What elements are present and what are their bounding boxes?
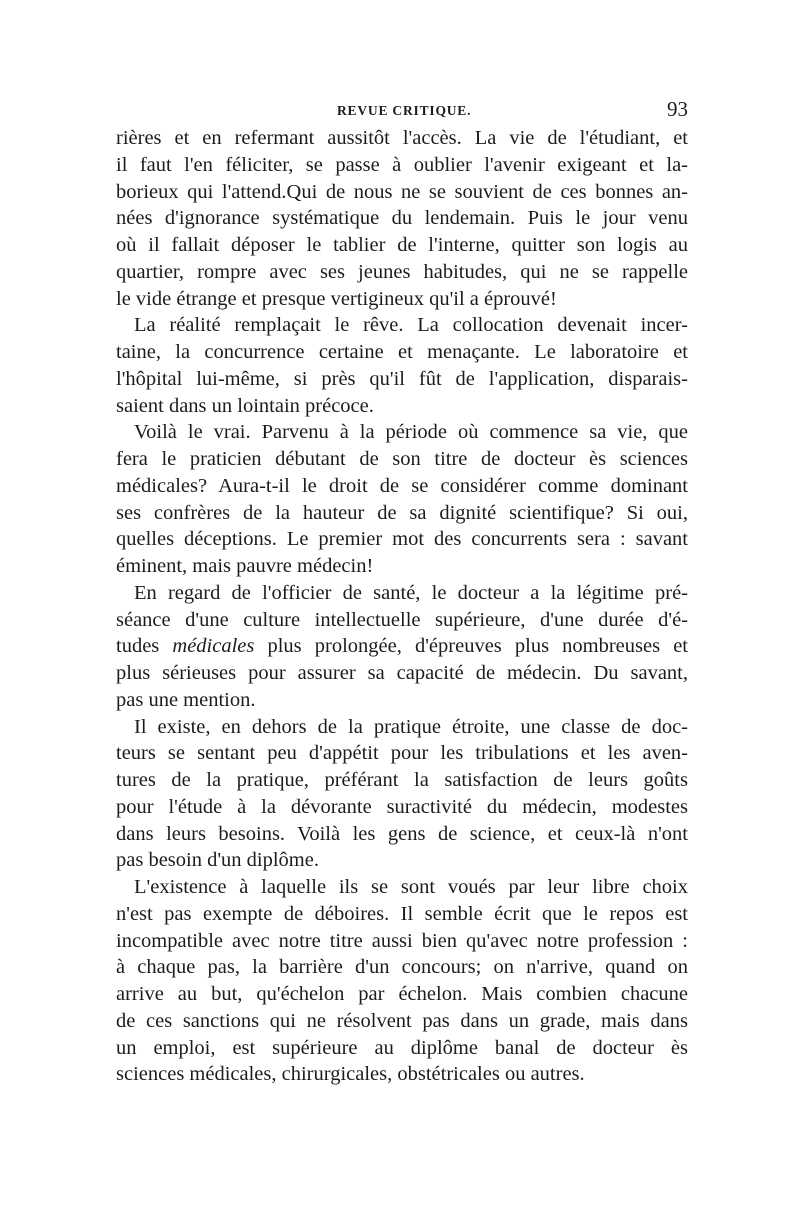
text-line: de ces sanctions qui ne résolvent pas dans un grade, mais dans: [116, 1009, 688, 1032]
text-line: n'est pas exempte de déboires. Il semble écrit que le repos est: [116, 902, 688, 925]
text-line: teurs se sentant peu d'appétit pour les tribulations et les aven-: [116, 742, 688, 765]
text-line: plus sérieuses pour assurer sa capacité de médecin. Du savant,: [116, 662, 688, 684]
text-line: En regard de l'officier de santé, le docteur a la légitime pré-: [134, 581, 688, 604]
text-line: où il fallait déposer le tablier de l'interne, quitter son logis au: [116, 234, 688, 256]
text-segment: plus prolongée, d'épreuves plus nombreuses et: [254, 635, 688, 658]
text-line: arrive au but, qu'échelon par échelon. Mais combien chacune: [116, 983, 688, 1005]
text-line: fera le praticien débutant de son titre de docteur ès sciences: [116, 448, 688, 470]
text-line: dans leurs besoins. Voilà les gens de science, et ceux-là n'ont: [116, 822, 688, 845]
text-line: pas une mention.: [116, 688, 256, 711]
text-line: La réalité remplaçait le rêve. La collocation devenait incer-: [134, 314, 688, 337]
text-line: rières et en refermant aussitôt l'accès. La vie de l'étudiant, et: [116, 127, 688, 149]
page-header: [116, 97, 688, 123]
text-line: séance d'une culture intellectuelle supérieure, d'une durée d'é-: [116, 608, 688, 631]
text-line: un emploi, est supérieure au diplôme banal de docteur ès: [116, 1036, 688, 1059]
text-line: il faut l'en féliciter, se passe à oublier l'avenir exigeant et la-: [116, 153, 688, 176]
text-line: quelles déceptions. Le premier mot des concurrents sera : savant: [116, 528, 688, 551]
text-line: à chaque pas, la barrière d'un concours; on n'arrive, quand on: [116, 956, 688, 979]
text-line: saient dans un lointain précoce.: [116, 394, 374, 417]
running-title: REVUE CRITIQUE.: [337, 103, 472, 118]
text-line: sciences médicales, chirurgicales, obstétricales ou autres.: [116, 1063, 585, 1086]
text-line: [116, 633, 688, 660]
text-line: pour l'étude à la dévorante suractivité du médecin, modestes: [116, 795, 688, 818]
text-line: pas besoin d'un diplôme.: [116, 849, 319, 872]
page-number: 93: [667, 97, 688, 121]
text-line: taine, la concurrence certaine et menaçante. Le laboratoire et: [116, 341, 688, 363]
text-line: ses confrères de la hauteur de sa dignité scientifique? Si oui,: [116, 501, 688, 524]
text-line: le vide étrange et presque vertigineux qu'il a éprouvé!: [116, 287, 557, 310]
text-line: Il existe, en dehors de la pratique étroite, une classe de doc-: [134, 715, 688, 738]
text-line: tures de la pratique, préférant la satisfaction de leurs goûts: [116, 769, 688, 791]
body-text: [116, 125, 688, 1088]
text-line: quartier, rompre avec ses jeunes habitudes, qui ne se rappelle: [116, 260, 688, 283]
text-line: l'hôpital lui-même, si près qu'il fût de l'application, disparais-: [116, 367, 688, 390]
text-line: éminent, mais pauvre médecin!: [116, 555, 374, 577]
text-line: médicales? Aura-t-il le droit de se considérer comme dominant: [116, 474, 688, 497]
text-line: borieux qui l'attend.Qui de nous ne se souvient de ces bonnes an-: [116, 180, 688, 203]
italic-word: médicales: [172, 635, 255, 658]
text-line: L'existence à laquelle ils se sont voués par leur libre choix: [134, 876, 688, 898]
text-line: Voilà le vrai. Parvenu à la période où commence sa vie, que: [134, 421, 688, 444]
text-line: incompatible avec notre titre aussi bien qu'avec notre profession :: [116, 929, 688, 952]
text-segment: tudes: [116, 635, 173, 658]
text-line: nées d'ignorance systématique du lendemain. Puis le jour venu: [116, 207, 688, 230]
